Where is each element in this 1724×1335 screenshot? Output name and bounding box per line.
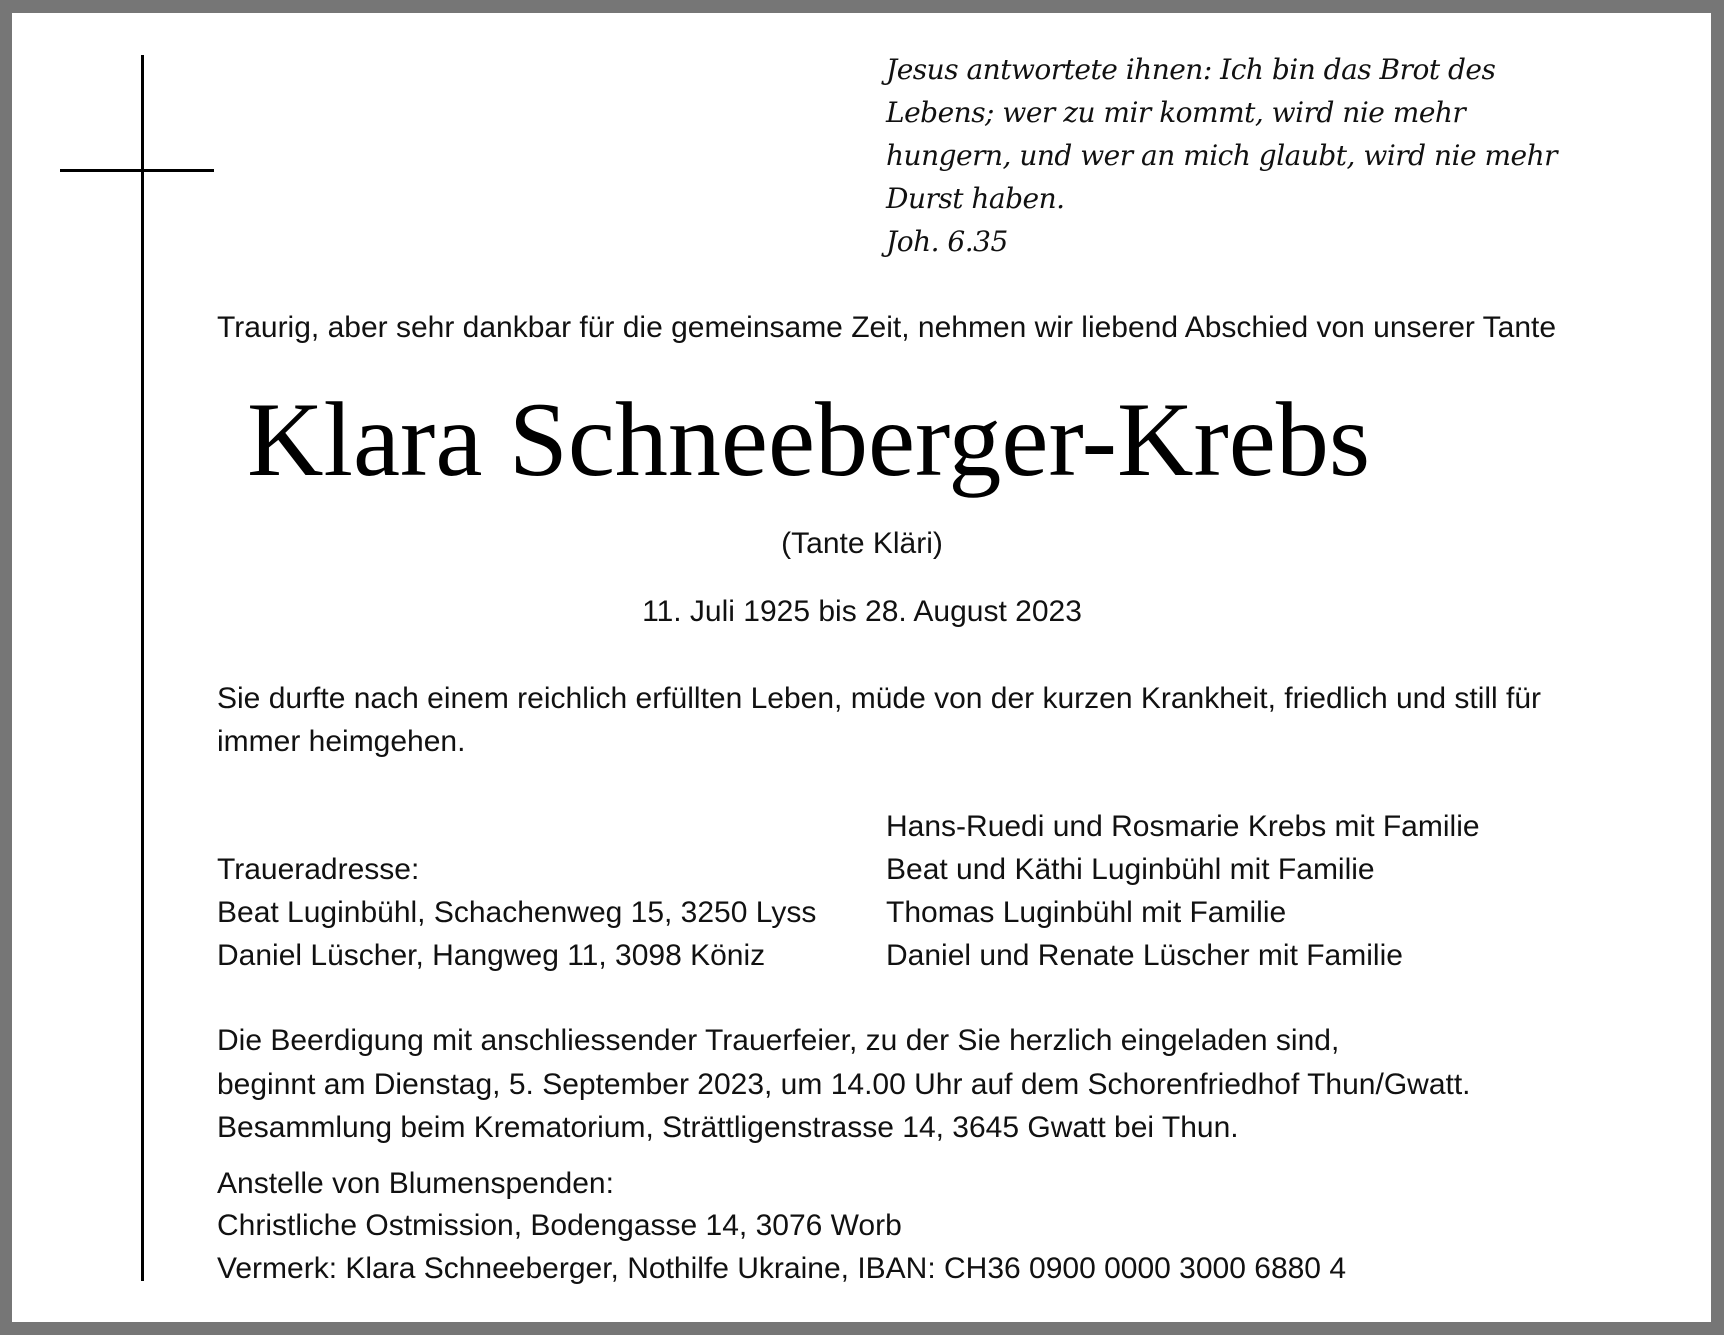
family-line: Beat und Käthi Luginbühl mit Familie <box>886 853 1375 886</box>
donation-line: Christliche Ostmission, Bodengasse 14, 3076 Worb <box>217 1209 902 1242</box>
intro-text: Traurig, aber sehr dankbar für die gemeinsame Zeit, nehmen wir liebend Abschied von unserer Tante <box>217 311 1557 344</box>
quote-line: hungern, und wer an mich glaubt, wird nie mehr <box>886 139 1557 172</box>
obituary-page <box>12 13 1711 1322</box>
address-line: Daniel Lüscher, Hangweg 11, 3098 Köniz <box>217 939 766 972</box>
deceased-name: Klara Schneeberger-Krebs <box>247 381 1371 498</box>
funeral-line: beginnt am Dienstag, 5. September 2023, um 14.00 Uhr auf dem Schorenfriedhof Thun/Gwatt. <box>217 1068 1471 1101</box>
life-dates: 11. Juli 1925 bis 28. August 2023 <box>642 595 1082 628</box>
funeral-line: Die Beerdigung mit anschliessender Trauerfeier, zu der Sie herzlich eingeladen sind, <box>217 1024 1340 1057</box>
family-line: Daniel und Renate Lüscher mit Familie <box>886 939 1403 972</box>
donation-line: Anstelle von Blumenspenden: <box>217 1167 614 1200</box>
family-line: Hans-Ruedi und Rosmarie Krebs mit Familie <box>886 810 1480 843</box>
quote-line: Durst haben. <box>886 182 1065 215</box>
statement-line: Sie durfte nach einem reichlich erfüllten Leben, müde von der kurzen Krankheit, friedlich und still für <box>217 682 1542 715</box>
quote-line: Lebens; wer zu mir kommt, wird nie mehr <box>886 96 1466 129</box>
quote-reference: Joh. 6.35 <box>886 225 1008 258</box>
cross-icon-bar <box>60 169 214 172</box>
funeral-line: Besammlung beim Krematorium, Strättligenstrasse 14, 3645 Gwatt bei Thun. <box>217 1111 1239 1144</box>
cross-icon <box>141 55 144 1281</box>
family-line: Thomas Luginbühl mit Familie <box>886 896 1287 929</box>
address-line: Beat Luginbühl, Schachenweg 15, 3250 Lyss <box>217 896 817 929</box>
statement-line: immer heimgehen. <box>217 725 466 758</box>
donation-line: Vermerk: Klara Schneeberger, Nothilfe Ukraine, IBAN: CH36 0900 0000 3000 6880 4 <box>217 1252 1347 1285</box>
deceased-nickname: (Tante Kläri) <box>781 527 943 560</box>
address-label: Traueradresse: <box>217 853 420 886</box>
quote-line: Jesus antwortete ihnen: Ich bin das Brot des <box>886 53 1496 86</box>
